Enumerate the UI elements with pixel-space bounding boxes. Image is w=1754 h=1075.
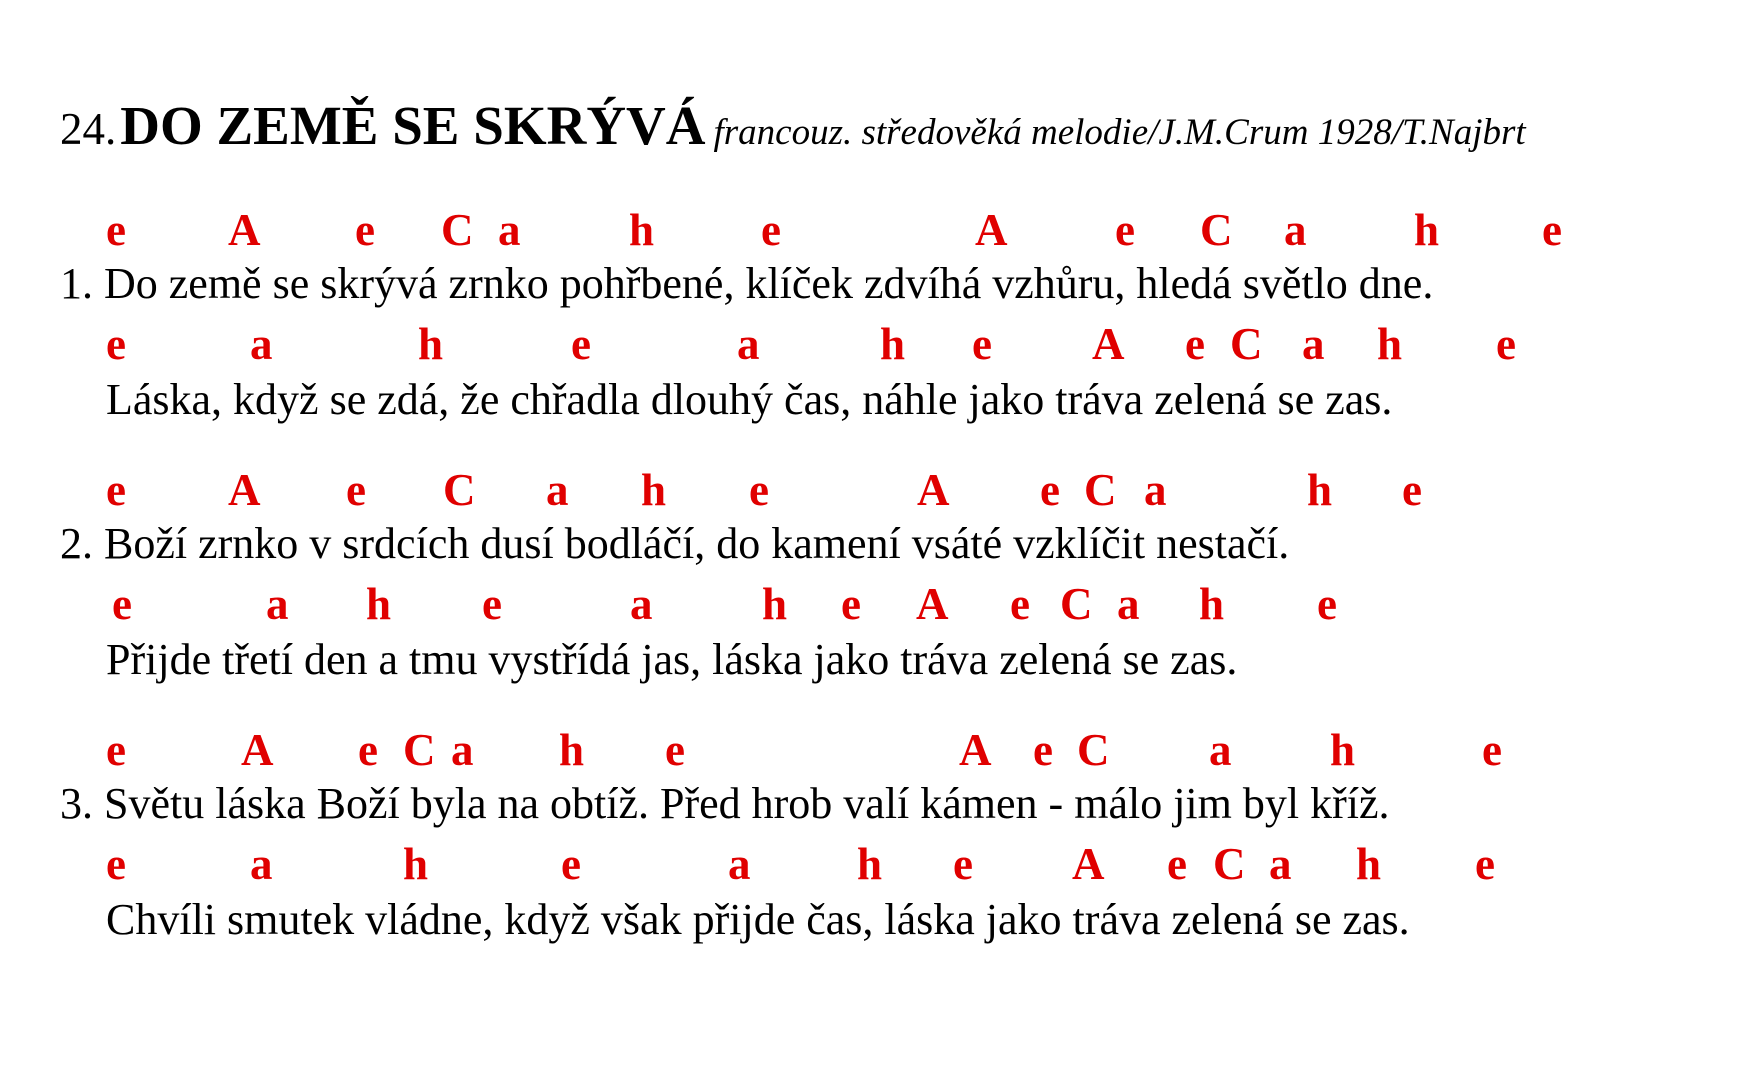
chord: e <box>972 319 992 369</box>
chord: a <box>630 579 653 629</box>
chord: h <box>1356 839 1382 889</box>
song-name: DO ZEMĚ SE SKRÝVÁ <box>120 95 706 156</box>
chord: e <box>482 579 502 629</box>
chord: e <box>106 725 126 775</box>
chord: A <box>959 725 992 775</box>
lyric-line: Přijde třetí den a tmu vystřídá jas, láska jako tráva zelená se zas. <box>106 635 1238 684</box>
chord: C <box>1200 205 1233 255</box>
chord: e <box>106 205 126 255</box>
chord: A <box>917 465 950 515</box>
chord: e <box>1115 205 1135 255</box>
chord: a <box>250 319 273 369</box>
chord: e <box>561 839 581 889</box>
chord: a <box>546 465 569 515</box>
chord: A <box>228 465 261 515</box>
chord: e <box>749 465 769 515</box>
chord: e <box>841 579 861 629</box>
chord: a <box>1269 839 1292 889</box>
chord: e <box>953 839 973 889</box>
chord: a <box>1144 465 1167 515</box>
chord: e <box>1167 839 1187 889</box>
chord: a <box>1209 725 1232 775</box>
chord: h <box>1377 319 1403 369</box>
chord: e <box>1542 205 1562 255</box>
chord: e <box>1402 465 1422 515</box>
chord: C <box>443 465 476 515</box>
chord: e <box>571 319 591 369</box>
chord: C <box>1213 839 1246 889</box>
chord: e <box>346 465 366 515</box>
chord: A <box>1072 839 1105 889</box>
chord: e <box>1040 465 1060 515</box>
lyric-line: 3. Světu láska Boží byla na obtíž. Před hrob valí kámen - málo jim byl kříž. <box>60 779 1390 828</box>
chord: a <box>1117 579 1140 629</box>
chord: C <box>1084 465 1117 515</box>
chord: C <box>1230 319 1263 369</box>
song-title <box>60 95 1526 156</box>
chord: C <box>403 725 436 775</box>
chord: a <box>1284 205 1307 255</box>
chord: e <box>358 725 378 775</box>
chord: a <box>728 839 751 889</box>
chord: e <box>106 319 126 369</box>
chord: C <box>1060 579 1093 629</box>
chord: A <box>228 205 261 255</box>
chord: C <box>1077 725 1110 775</box>
lyric-line: Chvíli smutek vládne, když však přijde čas, láska jako tráva zelená se zas. <box>106 895 1410 944</box>
chord: h <box>629 205 655 255</box>
chord: e <box>112 579 132 629</box>
chord: A <box>916 579 949 629</box>
chord: A <box>975 205 1008 255</box>
lyric-line: 2. Boží zrnko v srdcích dusí bodláčí, do kamení vsáté vzklíčit nestačí. <box>60 519 1290 568</box>
chord: h <box>1199 579 1225 629</box>
chord: e <box>1033 725 1053 775</box>
chord: e <box>665 725 685 775</box>
chord: h <box>403 839 429 889</box>
chord: a <box>1302 319 1325 369</box>
chord: h <box>1330 725 1356 775</box>
chord: a <box>250 839 273 889</box>
chord: e <box>106 465 126 515</box>
lyric-line: Láska, když se zdá, že chřadla dlouhý čas, náhle jako tráva zelená se zas. <box>106 375 1393 424</box>
chord: e <box>1475 839 1495 889</box>
chord: h <box>880 319 906 369</box>
chord: e <box>1185 319 1205 369</box>
chord: e <box>1317 579 1337 629</box>
chord: A <box>1092 319 1125 369</box>
chord: a <box>451 725 474 775</box>
chord: h <box>559 725 585 775</box>
lyric-line: 1. Do země se skrývá zrnko pohřbené, klíček zdvíhá vzhůru, hledá světlo dne. <box>60 259 1434 308</box>
chord: e <box>761 205 781 255</box>
chord: e <box>106 839 126 889</box>
song-number: 24. <box>60 104 117 154</box>
chord: h <box>641 465 667 515</box>
song-credits: francouz. středověká melodie/J.M.Crum 1928/T.Najbrt <box>713 112 1526 153</box>
chord: a <box>266 579 289 629</box>
chord: h <box>857 839 883 889</box>
chord: C <box>441 205 474 255</box>
chord: a <box>498 205 521 255</box>
chord: h <box>366 579 392 629</box>
chord: e <box>355 205 375 255</box>
chord: h <box>762 579 788 629</box>
chord: A <box>241 725 274 775</box>
chord: h <box>418 319 444 369</box>
chord: a <box>737 319 760 369</box>
chord: e <box>1010 579 1030 629</box>
chord: h <box>1414 205 1440 255</box>
chord: e <box>1482 725 1502 775</box>
chord: h <box>1307 465 1333 515</box>
chord: e <box>1496 319 1516 369</box>
